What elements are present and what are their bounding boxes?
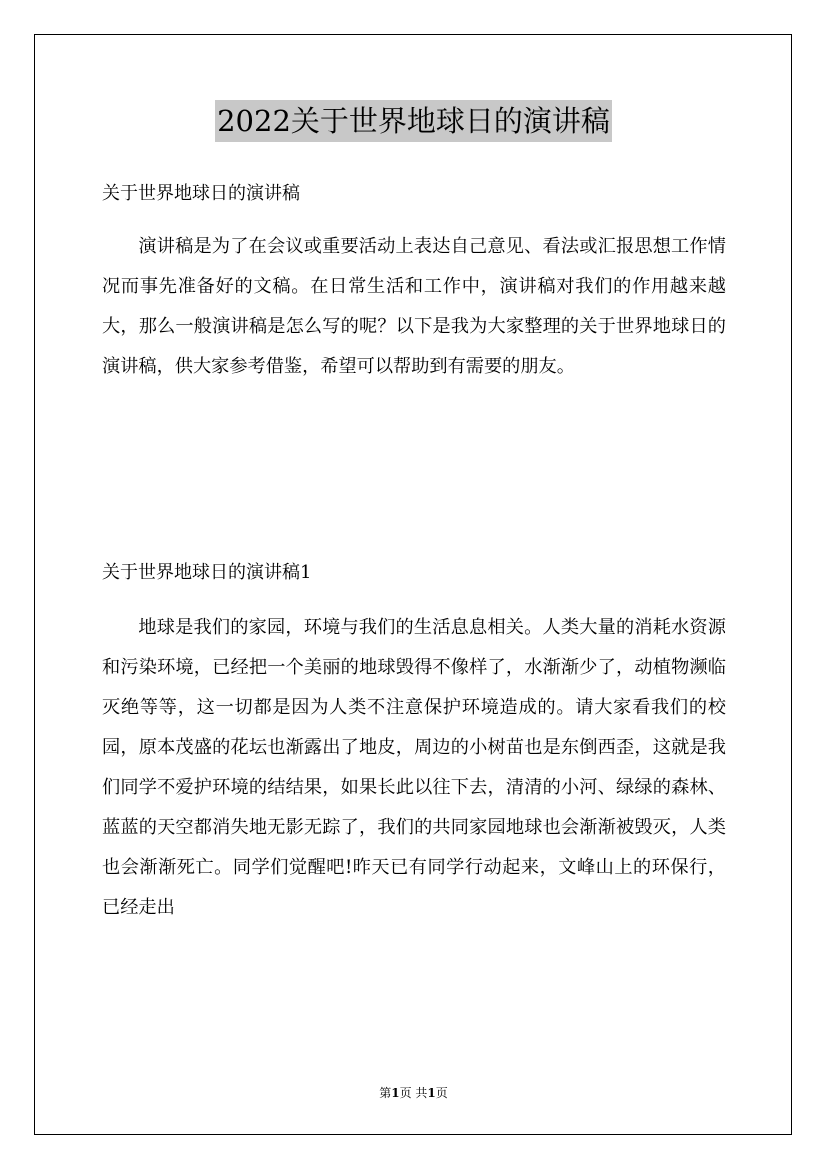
section-heading-1: 关于世界地球日的演讲稿1: [102, 562, 312, 583]
intro-heading: 关于世界地球日的演讲稿: [102, 183, 300, 204]
intro-paragraph: 演讲稿是为了在会议或重要活动上表达自己意见、看法或汇报思想工作情况而事先准备好的文稿。在日常生活和工作中，演讲稿对我们的作用越来越大，那么一般演讲稿是怎么写的呢？以下是我为大家整理的关于世界地球日的演讲稿，供大家参考借鉴，希望可以帮助到有需要的朋友。: [102, 236, 726, 377]
footer-page-total: 1: [427, 1086, 436, 1100]
footer-suffix: 页: [435, 1086, 448, 1100]
document-title: 2022关于世界地球日的演讲稿: [215, 100, 612, 142]
section-paragraph-1: 地球是我们的家园，环境与我们的生活息息相关。人类大量的消耗水资源和污染环境，已经把一个美丽的地球毁得不像样了，水渐渐少了，动植物濒临灭绝等等，这一切都是因为人类不注意保护环境造成的。请大家看我们的校园，原本茂盛的花坛也渐露出了地皮，周边的小树苗也是东倒西歪，这就是我们同学不爱护环境的结结果，如果长此以往下去，清清的小河、绿绿的森林、蓝蓝的天空都消失地无影无踪了，我们的共同家园地球也会渐渐被毁灭，人类也会渐渐死亡。同学们觉醒吧!昨天已有同学行动起来，文峰山上的环保行，已经走出: [102, 617, 726, 918]
footer-mid: 页 共: [399, 1086, 428, 1100]
page-footer: [0, 1085, 827, 1101]
title-container: [0, 100, 827, 142]
footer-prefix: 第: [379, 1086, 392, 1100]
footer-page-current: 1: [391, 1086, 400, 1100]
